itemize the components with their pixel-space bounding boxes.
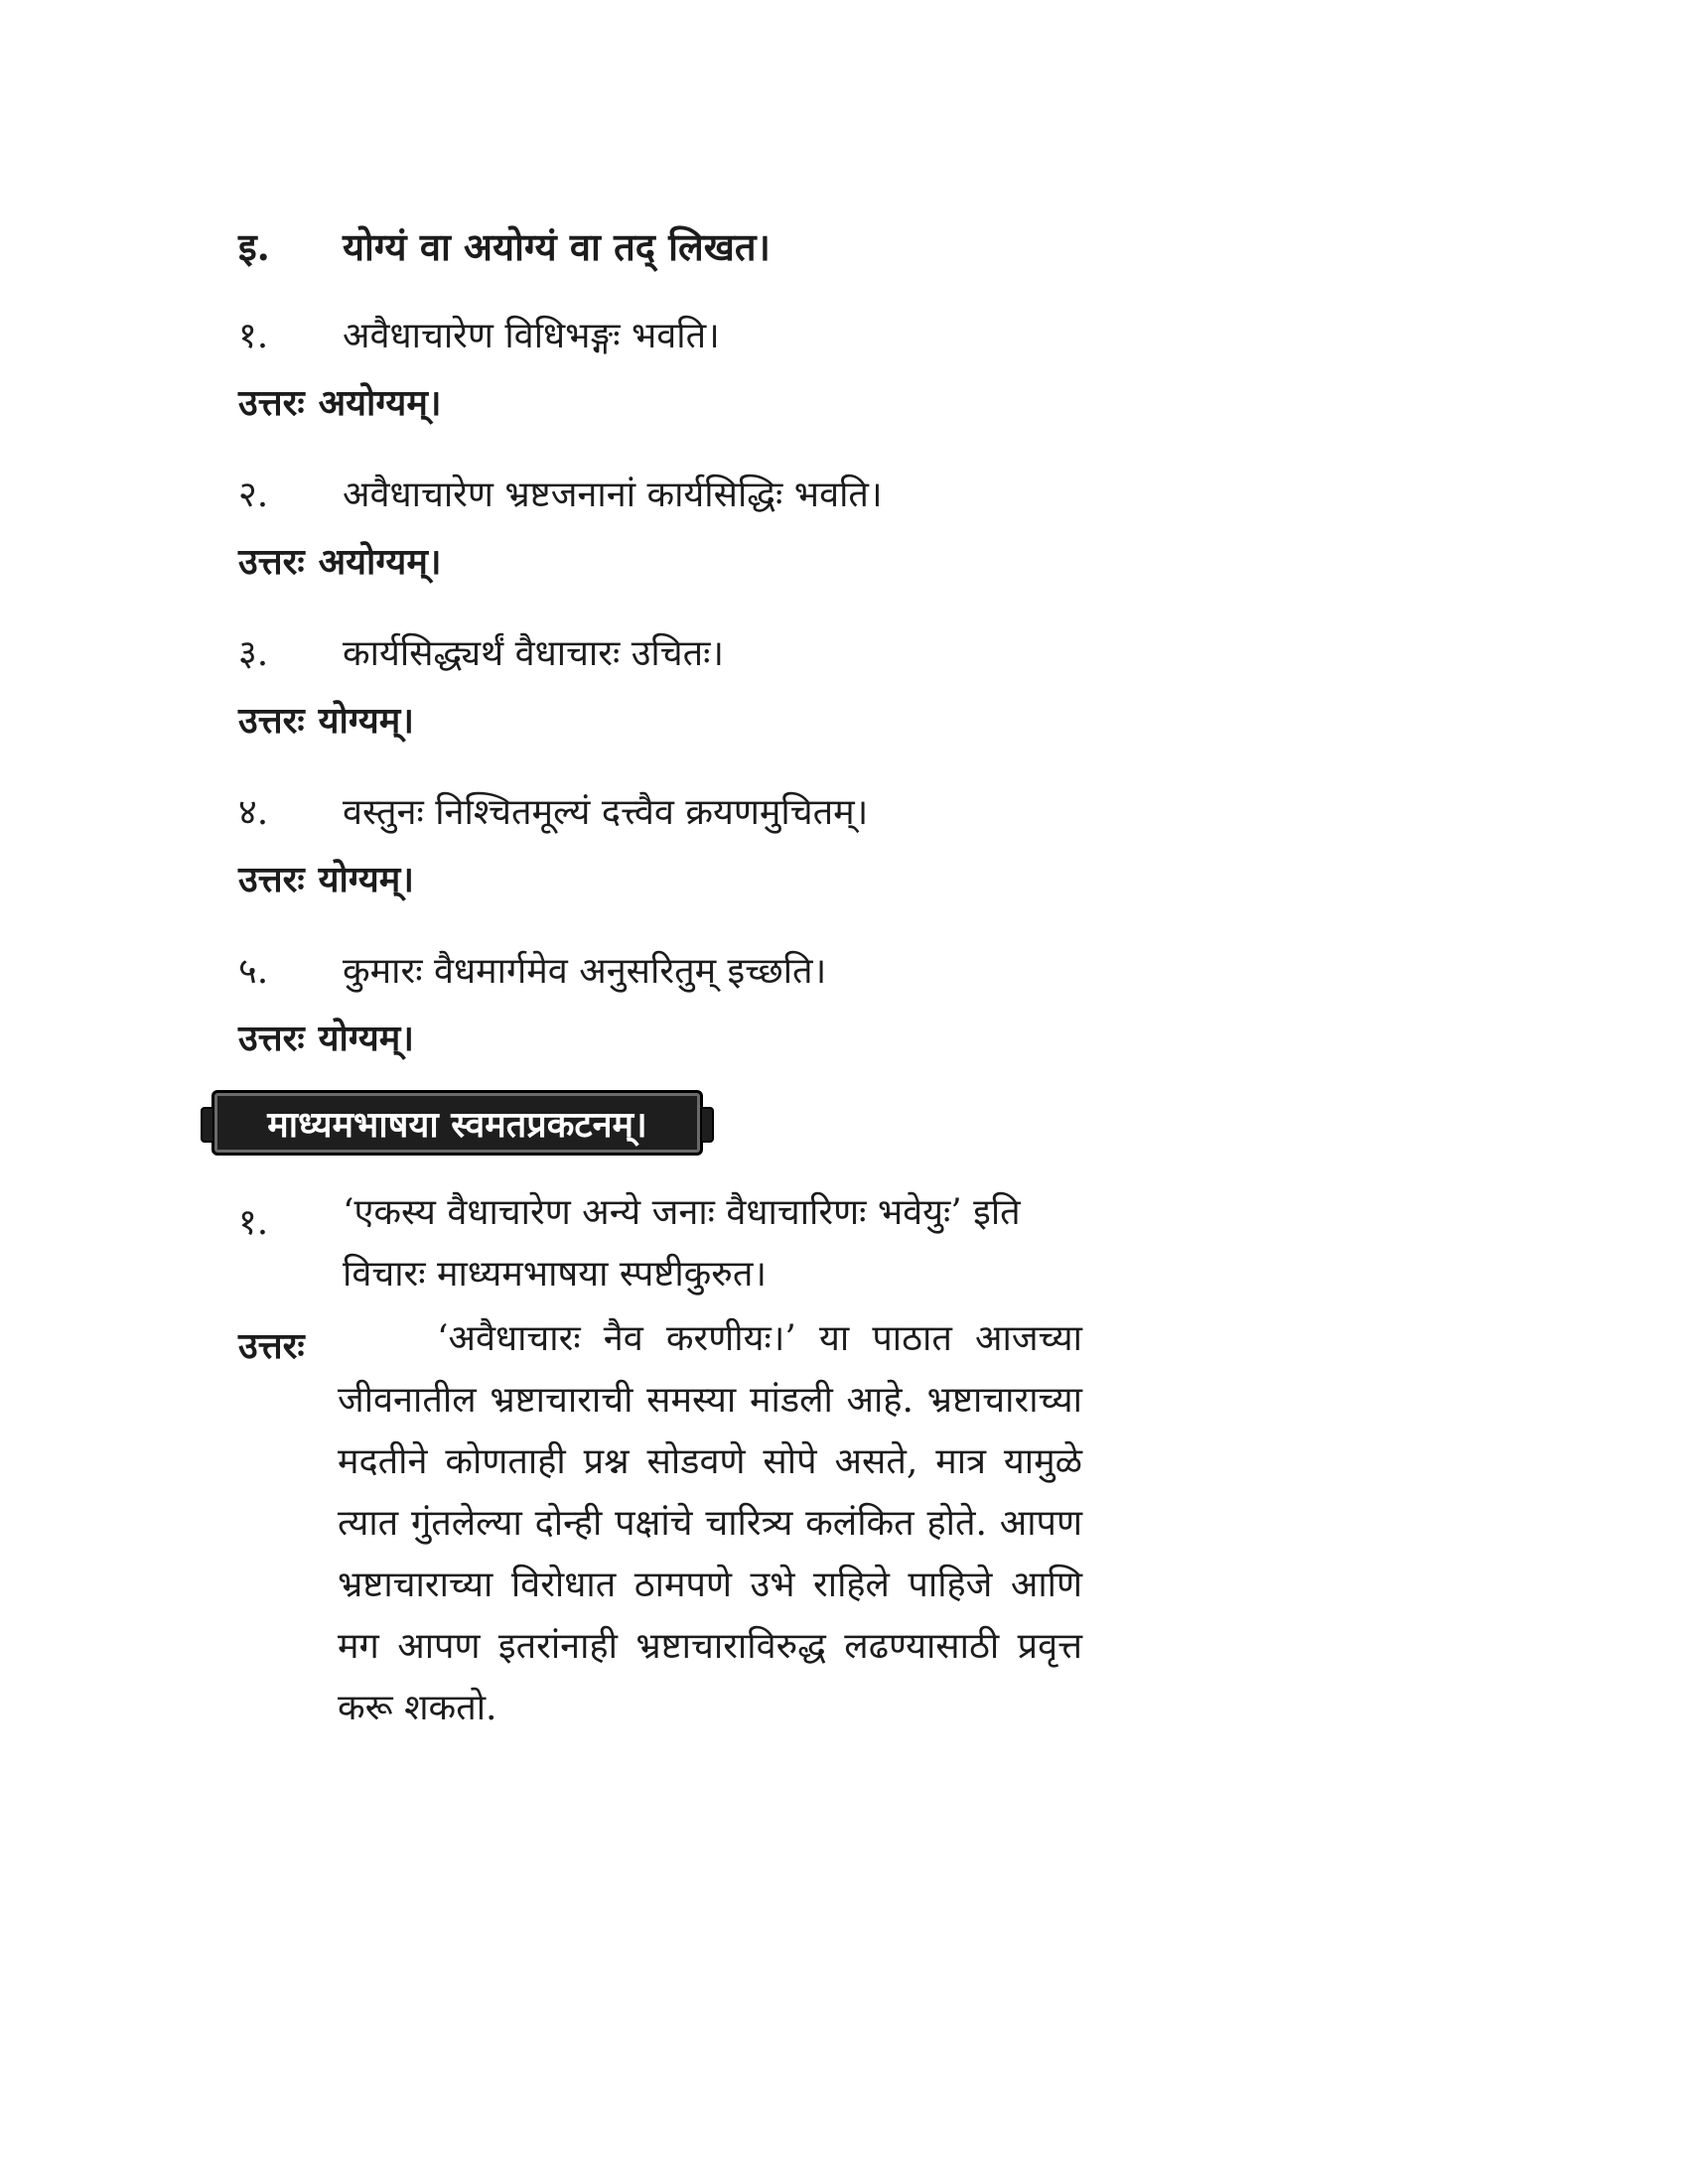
answer-row [238,1013,414,1061]
answer-label: उत्तरः [238,859,305,900]
question-row [238,786,868,835]
question-number: ४. [238,792,269,833]
answer-text: योग्यम्। [318,1018,414,1059]
section-heading [238,220,771,272]
answer-label: उत्तरः [238,541,305,583]
answer-text: अयोग्यम्। [318,382,442,424]
question-number: २. [238,475,269,515]
answer-label: उत्तरः [238,700,305,742]
section-banner [211,1090,703,1156]
answer-text: अयोग्यम्। [318,541,442,583]
answer-text: योग्यम्। [318,700,414,742]
question-text: अवैधाचारेण विधिभङ्गः भवति। [343,316,720,356]
question-number: १. [238,316,269,356]
answer-row [238,695,414,744]
answer-row [238,854,414,902]
opinion-question [238,1192,1082,1305]
answer-label: उत्तरः [238,382,305,424]
question-text: ‘एकस्य वैधाचारेण अन्ये जनाः वैधाचारिणः भवेयुः’ इति विचारः माध्यमभाषया स्पष्टीकुरुत। [343,1192,1021,1295]
question-row [238,310,720,358]
answer-row [238,377,442,426]
question-text: कुमारः वैधमार्गमेव अनुसरितुम् इच्छति। [343,951,827,992]
question-row [238,469,883,517]
question-number: ३. [238,633,269,674]
question-row [238,945,826,994]
answer-paragraph: ‘अवैधाचारः नैव करणीयः।’ या पाठात आजच्या जीवनातील भ्रष्टाचाराची समस्या मांडली आहे. भ्रष्टाचाराच्या मदतीने कोणताही प्रश्न सोडवणे सोपे असते, मात्र यामुळे त्यात गुंतलेल्या दोन्ही पक्षांचे चारित्र्य कलंकित होते. आपण भ्रष्टाचाराच्या विरोधात ठामपणे उभे राहिले पाहिजे आणि मग आपण इतरांनाही भ्रष्टाचाराविरुद्ध लढण्यासाठी प्रवृत्त करू शकतो. [338,1318,1082,1728]
banner-title: माध्यमभाषया स्वमतप्रकटनम्। [267,1103,647,1146]
question-number: ५. [238,951,269,992]
question-row [238,627,724,676]
question-text: वस्तुनः निश्चितमूल्यं दत्त्वैव क्रयणमुचितम्। [343,792,869,833]
answer-text: योग्यम्। [318,859,414,900]
question-text: कार्यसिद्ध्यर्थं वैधाचारः उचितः। [343,633,725,674]
answer-label: उत्तरः [238,1018,305,1059]
question-number: १. [238,1202,269,1243]
section-title: योग्यं वा अयोग्यं वा तद् लिखत। [343,224,771,269]
section-number: इ. [238,224,270,269]
answer-row [238,536,442,585]
question-text: अवैधाचारेण भ्रष्टजनानां कार्यसिद्धिः भवति। [343,475,883,515]
answer-label: उत्तरः [238,1325,305,1367]
